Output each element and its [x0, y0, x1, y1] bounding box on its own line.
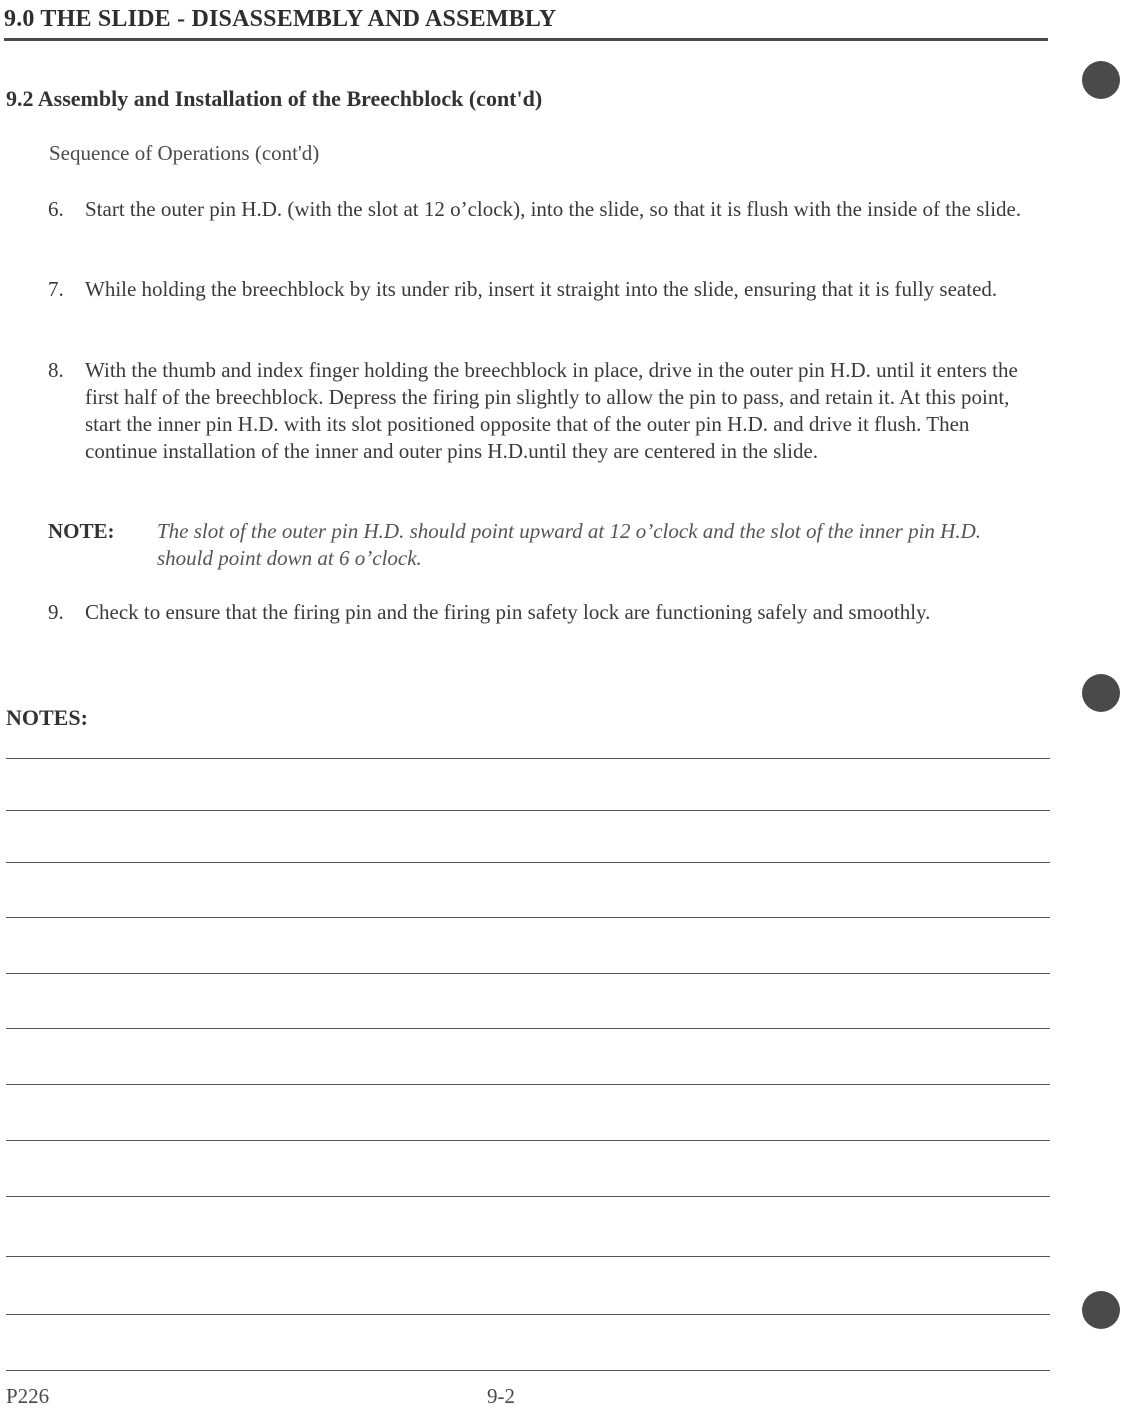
- footer-model: P226: [6, 1384, 50, 1408]
- step-number: 7.: [48, 277, 64, 301]
- step-text: Check to ensure that the firing pin and the firing pin safety lock are functioning safely and smoothly.: [85, 600, 931, 624]
- notes-line: [6, 1370, 1050, 1371]
- step-6: [48, 196, 1043, 223]
- notes-line: [6, 1196, 1050, 1197]
- footer-page-number: 9-2: [487, 1384, 515, 1408]
- notes-line: [6, 1028, 1050, 1029]
- step-text: While holding the breechblock by its under rib, insert it straight into the slide, ensuring that it is fully seated.: [85, 277, 998, 301]
- notes-line: [6, 1314, 1050, 1315]
- page-header: [4, 4, 1048, 41]
- step-number: 9.: [48, 600, 64, 624]
- notes-line: [6, 862, 1050, 863]
- step-7: [48, 276, 1043, 303]
- notes-line: [6, 1256, 1050, 1257]
- step-text: Start the outer pin H.D. (with the slot at 12 o’clock), into the slide, so that it is flush with the inside of the slide.: [85, 197, 1022, 221]
- step-number: 6.: [48, 197, 64, 221]
- note-block: [48, 518, 1038, 572]
- binder-hole-bottom: [1082, 1291, 1120, 1329]
- note-text: The slot of the outer pin H.D. should point upward at 12 o’clock and the slot of the inner pin H.D. should point down at 6 o’clock.: [157, 519, 982, 570]
- chapter-title: 9.0 THE SLIDE - DISASSEMBLY AND ASSEMBLY: [4, 6, 557, 32]
- note-label: NOTE:: [48, 519, 115, 543]
- binder-hole-middle: [1082, 674, 1120, 712]
- notes-line: [6, 917, 1050, 918]
- step-9: [48, 599, 1043, 626]
- step-8: [48, 357, 1043, 465]
- sequence-subheading: Sequence of Operations (cont'd): [49, 141, 320, 165]
- step-text: With the thumb and index finger holding the breechblock in place, drive in the outer pin H.D. until it enters the first half of the breechblock. Depress the firing pin slightly to allow the pin to pass, and retain it. At this point, start the inner pin H.D. with its slot positioned opposite that of the outer pin H.D. and drive it flush. Then continue installation of the inner and outer pins H.D.until they are centered in the slide.: [85, 358, 1018, 463]
- notes-heading: NOTES:: [6, 705, 88, 730]
- binder-hole-top: [1082, 61, 1120, 99]
- notes-line: [6, 758, 1050, 759]
- notes-line: [6, 973, 1050, 974]
- notes-line: [6, 1084, 1050, 1085]
- notes-line: [6, 1140, 1050, 1141]
- section-title: 9.2 Assembly and Installation of the Breechblock (cont'd): [6, 86, 543, 111]
- notes-line: [6, 810, 1050, 811]
- step-number: 8.: [48, 358, 64, 382]
